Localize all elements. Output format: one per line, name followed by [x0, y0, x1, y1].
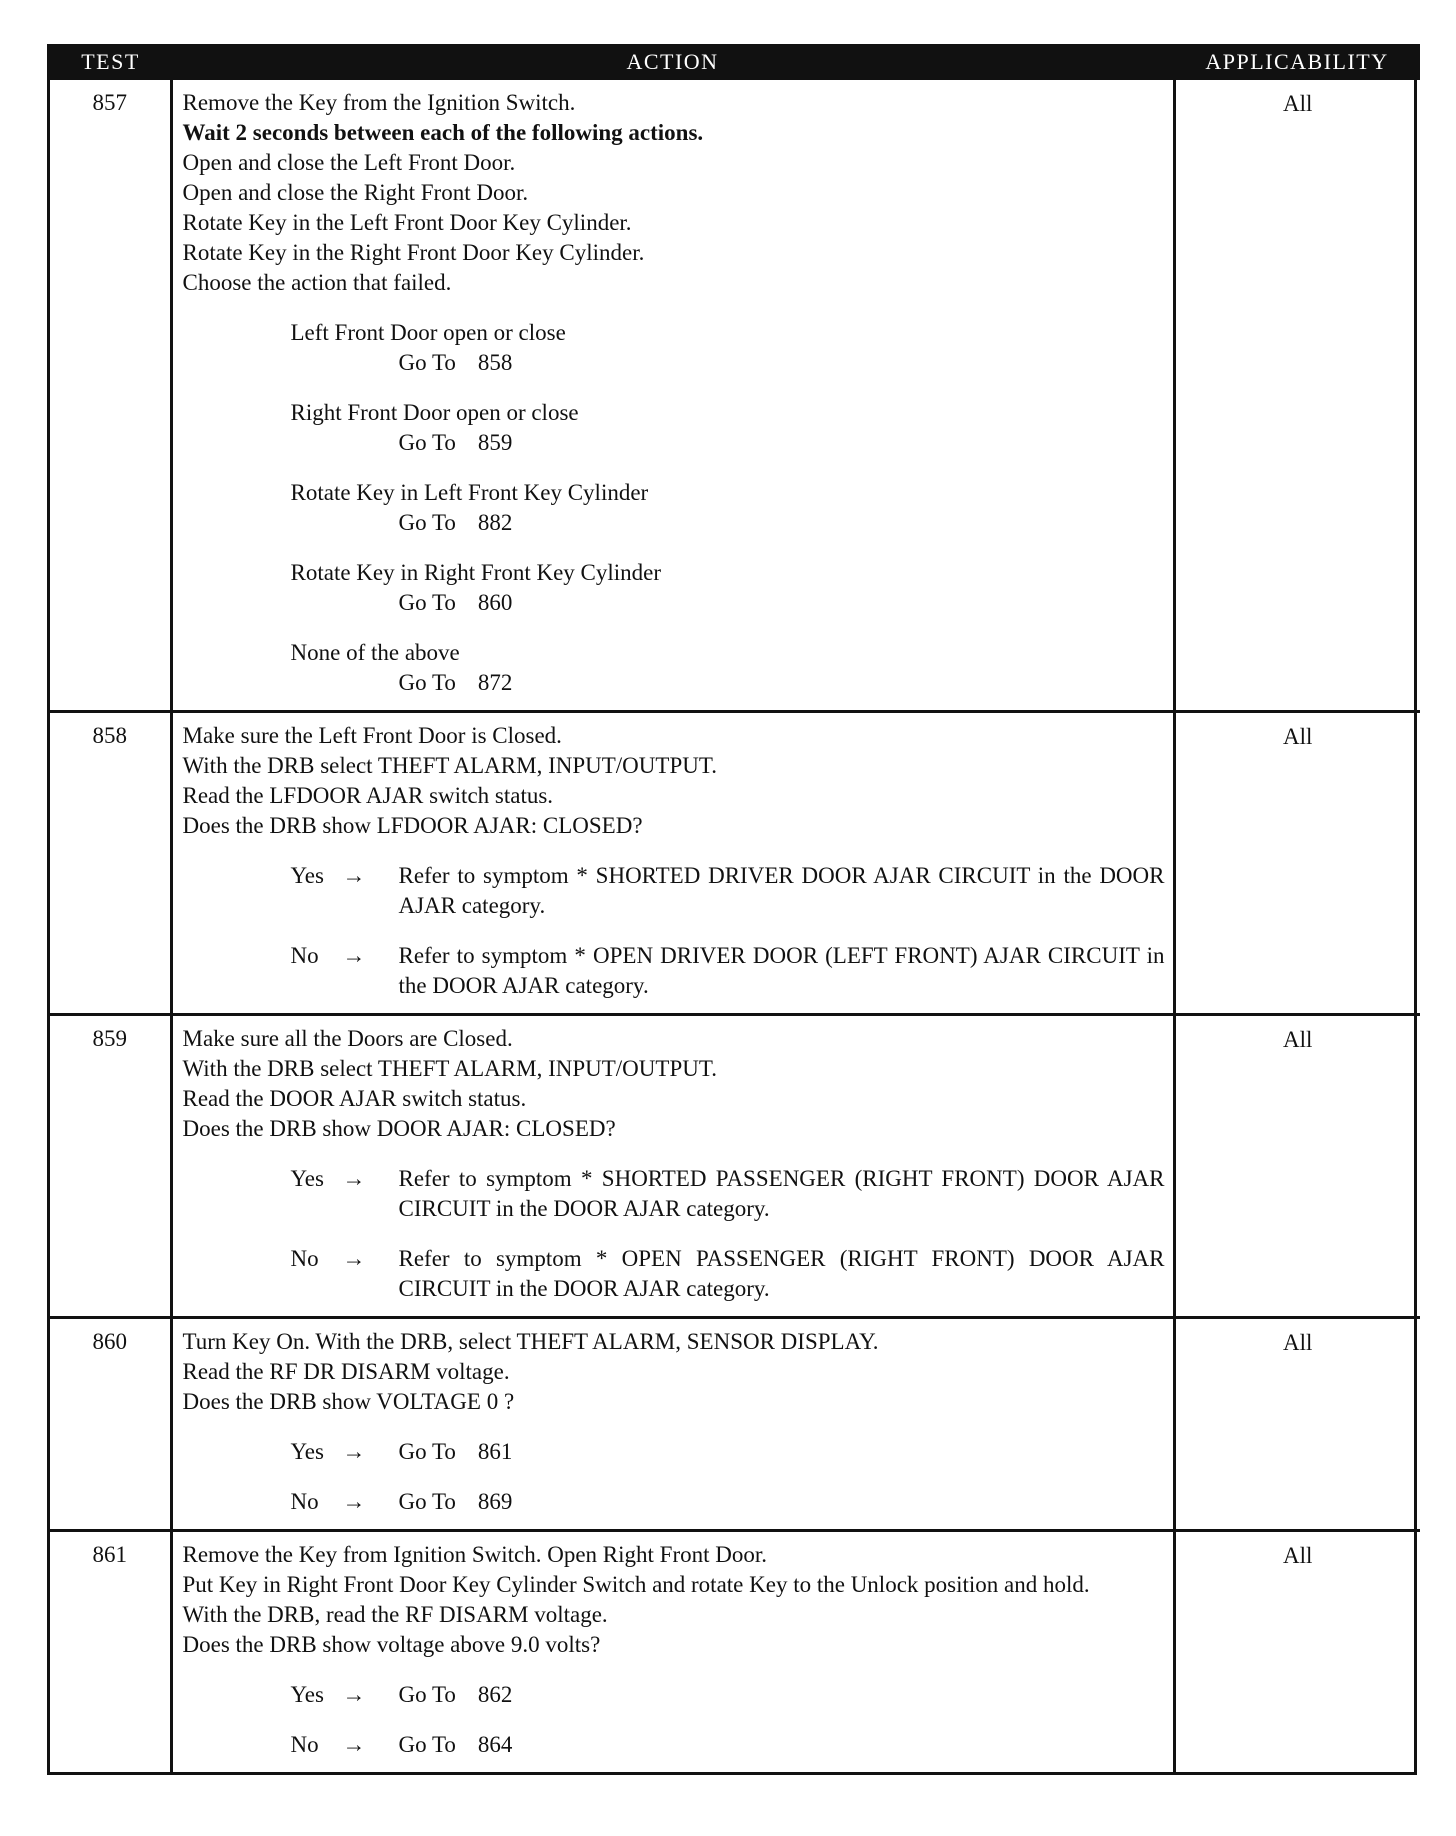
- action-line: With the DRB select THEFT ALARM, INPUT/OUTPUT.: [182, 753, 717, 778]
- right-arrow-icon: →: [342, 1439, 366, 1464]
- action-line: Remove the Key from Ignition Switch. Open Right Front Door.: [182, 1542, 768, 1567]
- diagnostic-table-container: [47, 44, 1417, 1775]
- action-line: Rotate Key in the Left Front Door Key Cylinder.: [182, 210, 632, 235]
- test-number: 857: [50, 80, 171, 712]
- response-answer: Yes: [290, 863, 324, 888]
- response-yes: [291, 1437, 1165, 1467]
- action-cell: [171, 1318, 1174, 1531]
- response-answer: No: [290, 1246, 319, 1271]
- action-line: Make sure the Left Front Door is Closed.: [182, 723, 562, 748]
- response-yes: [291, 861, 1165, 921]
- action-line: Open and close the Right Front Door.: [182, 180, 529, 205]
- action-line: Read the LFDOOR AJAR switch status.: [182, 783, 554, 808]
- response-yes: [291, 1164, 1165, 1224]
- table-row-test-861: [50, 1531, 1420, 1773]
- goto-text: Go To: [398, 590, 456, 615]
- right-arrow-icon: →: [342, 1489, 366, 1514]
- goto-text: Go To: [398, 430, 456, 455]
- right-arrow-icon: →: [342, 1246, 366, 1271]
- response-yes: [291, 1680, 1165, 1710]
- choice-option: [291, 318, 1165, 378]
- action-line-emphasis: Wait 2 seconds between each of the following actions.: [182, 120, 704, 145]
- column-header-action: ACTION: [171, 44, 1174, 80]
- goto-target: 862: [477, 1682, 513, 1707]
- table-row-test-858: [50, 712, 1420, 1015]
- goto-text: Go To: [398, 510, 456, 535]
- action-cell: [171, 1015, 1174, 1318]
- goto-instruction: [399, 1487, 1165, 1517]
- test-number: 859: [50, 1015, 171, 1318]
- response-answer: Yes: [290, 1439, 324, 1464]
- test-number: 860: [50, 1318, 171, 1531]
- goto-text: Go To: [398, 1439, 456, 1464]
- goto-instruction: [399, 588, 1165, 618]
- goto-target: 858: [477, 350, 513, 375]
- applicability-value: All: [1283, 91, 1313, 116]
- action-line: Read the RF DR DISARM voltage.: [182, 1359, 510, 1384]
- choice-label: Rotate Key in Left Front Key Cylinder: [290, 480, 649, 505]
- action-cell: [171, 80, 1174, 712]
- action-line: Turn Key On. With the DRB, select THEFT ALARM, SENSOR DISPLAY.: [182, 1329, 879, 1354]
- table-header-row: [50, 44, 1420, 80]
- choice-label: Left Front Door open or close: [290, 320, 566, 345]
- response-text: Refer to symptom * OPEN PASSENGER (RIGHT FRONT) DOOR AJAR CIRCUIT in the DOOR AJAR category.: [398, 1246, 1165, 1301]
- diagnostic-test-table: [50, 44, 1420, 1772]
- action-line: Open and close the Left Front Door.: [182, 150, 516, 175]
- choice-option: [291, 478, 1165, 538]
- right-arrow-icon: →: [342, 1166, 366, 1191]
- goto-text: Go To: [398, 1489, 456, 1514]
- action-line: Choose the action that failed.: [182, 270, 452, 295]
- action-line: Put Key in Right Front Door Key Cylinder Switch and rotate Key to the Unlock position and hold.: [182, 1572, 1090, 1597]
- table-row-test-859: [50, 1015, 1420, 1318]
- goto-target: 860: [477, 590, 513, 615]
- right-arrow-icon: →: [342, 863, 366, 888]
- response-answer: No: [290, 1489, 319, 1514]
- applicability-value: All: [1174, 1015, 1420, 1318]
- response-no: [291, 941, 1165, 1001]
- applicability-value: All: [1174, 1531, 1420, 1773]
- goto-instruction: [399, 1730, 1165, 1760]
- table-row-test-857: [50, 80, 1420, 712]
- response-no: [291, 1244, 1165, 1304]
- action-line: Does the DRB show voltage above 9.0 volts?: [182, 1632, 601, 1657]
- right-arrow-icon: →: [342, 943, 366, 968]
- choice-label: None of the above: [290, 640, 460, 665]
- choice-option: [291, 558, 1165, 618]
- goto-target: 869: [477, 1489, 513, 1514]
- goto-instruction: [399, 1437, 1165, 1467]
- goto-target: 861: [477, 1439, 513, 1464]
- response-text: Refer to symptom * SHORTED DRIVER DOOR AJAR CIRCUIT in the DOOR AJAR category.: [398, 863, 1165, 918]
- action-line: Rotate Key in the Right Front Door Key Cylinder.: [182, 240, 645, 265]
- goto-target: 872: [477, 670, 513, 695]
- applicability-value: All: [1174, 712, 1420, 1015]
- goto-instruction: [399, 1680, 1165, 1710]
- action-line: Make sure all the Doors are Closed.: [182, 1026, 513, 1051]
- choice-label: Rotate Key in Right Front Key Cylinder: [290, 560, 662, 585]
- action-line: Does the DRB show VOLTAGE 0 ?: [182, 1389, 515, 1414]
- response-no: [291, 1730, 1165, 1760]
- column-header-applicability: APPLICABILITY: [1174, 44, 1420, 80]
- response-answer: Yes: [290, 1682, 324, 1707]
- goto-text: Go To: [398, 1732, 456, 1757]
- goto-target: 882: [477, 510, 513, 535]
- action-line: Does the DRB show LFDOOR AJAR: CLOSED?: [182, 813, 643, 838]
- right-arrow-icon: →: [342, 1732, 366, 1757]
- response-text: Refer to symptom * OPEN DRIVER DOOR (LEFT FRONT) AJAR CIRCUIT in the DOOR AJAR category.: [398, 943, 1165, 998]
- choice-label: Right Front Door open or close: [290, 400, 579, 425]
- goto-text: Go To: [398, 350, 456, 375]
- table-row-test-860: [50, 1318, 1420, 1531]
- response-no: [291, 1487, 1165, 1517]
- response-text: Refer to symptom * SHORTED PASSENGER (RIGHT FRONT) DOOR AJAR CIRCUIT in the DOOR AJAR category.: [398, 1166, 1165, 1221]
- action-cell: [171, 712, 1174, 1015]
- response-answer: No: [290, 1732, 319, 1757]
- right-arrow-icon: →: [342, 1682, 366, 1707]
- goto-instruction: [399, 668, 1165, 698]
- action-line: With the DRB, read the RF DISARM voltage.: [182, 1602, 608, 1627]
- action-line: Does the DRB show DOOR AJAR: CLOSED?: [182, 1116, 616, 1141]
- goto-target: 859: [477, 430, 513, 455]
- goto-instruction: [399, 508, 1165, 538]
- goto-instruction: [399, 428, 1165, 458]
- goto-text: Go To: [398, 670, 456, 695]
- goto-text: Go To: [398, 1682, 456, 1707]
- response-answer: Yes: [290, 1166, 324, 1191]
- action-line: Read the DOOR AJAR switch status.: [182, 1086, 527, 1111]
- response-answer: No: [290, 943, 319, 968]
- goto-target: 864: [477, 1732, 513, 1757]
- action-line: With the DRB select THEFT ALARM, INPUT/OUTPUT.: [182, 1056, 717, 1081]
- choice-option: [291, 638, 1165, 698]
- test-number: 861: [50, 1531, 171, 1773]
- test-number: 858: [50, 712, 171, 1015]
- action-cell: [171, 1531, 1174, 1773]
- choice-option: [291, 398, 1165, 458]
- action-line: Remove the Key from the Ignition Switch.: [182, 90, 576, 115]
- applicability-value: All: [1174, 1318, 1420, 1531]
- goto-instruction: [399, 348, 1165, 378]
- column-header-test: TEST: [50, 44, 171, 80]
